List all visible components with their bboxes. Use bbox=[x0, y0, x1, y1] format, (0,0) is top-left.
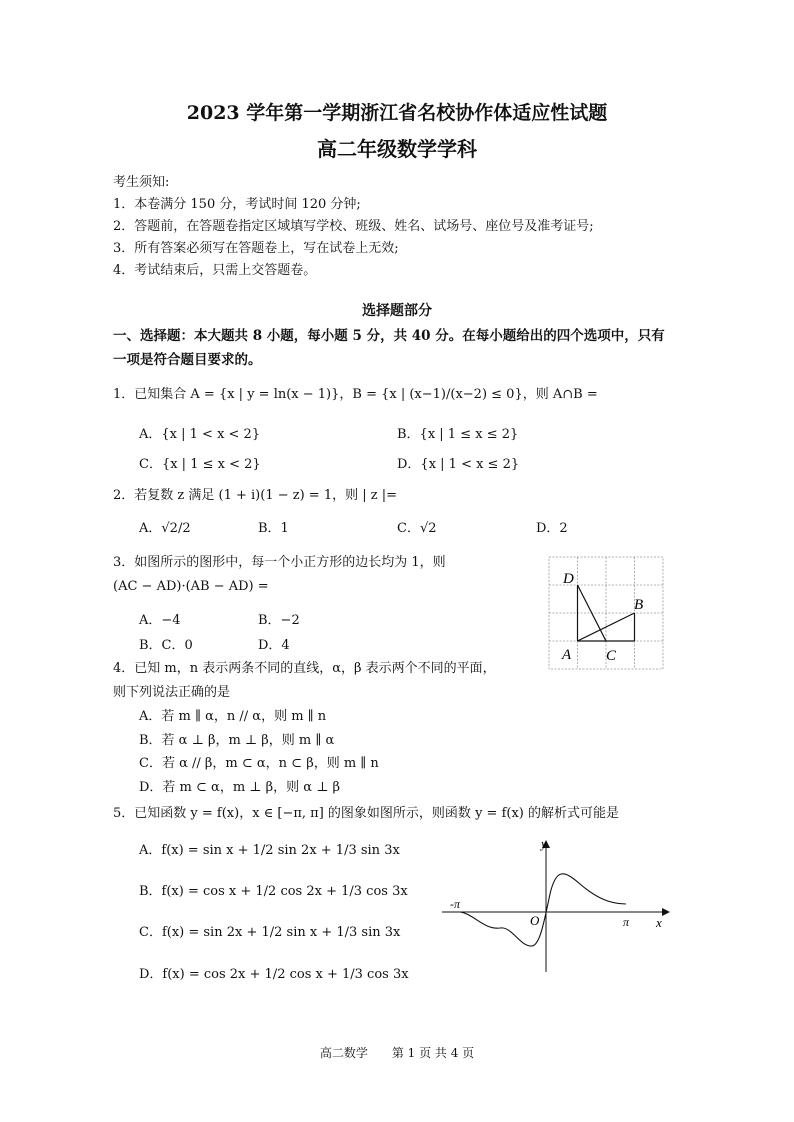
label-b: B bbox=[634, 597, 644, 613]
q4-option-b: B．若 α ⊥ β，m ⊥ β，则 m ∥ α bbox=[139, 733, 335, 748]
q4-option-a: A．若 m ∥ α，n // α，则 m ∥ n bbox=[139, 709, 327, 724]
q3-grid-figure bbox=[548, 556, 664, 670]
section-instruction-1: 一、选择题：本大题共 8 小题，每小题 5 分，共 40 分。在每小题给出的四个选项中，只有 bbox=[113, 328, 665, 344]
q1-option-b: B．{x | 1 ≤ x ≤ 2} bbox=[397, 427, 519, 442]
notice-item-2: 2．答题前，在答题卷指定区域填写学校、班级、姓名、试场号、座位号及准考证号; bbox=[113, 219, 594, 234]
label-d: D bbox=[563, 571, 574, 587]
notice-heading: 考生须知: bbox=[113, 175, 170, 190]
exam-subtitle: 高二年级数学学科 bbox=[317, 137, 477, 161]
y-label: y bbox=[541, 836, 547, 851]
q3-option-d: D．4 bbox=[258, 638, 290, 653]
q3-stem-line1: 3．如图所示的图形中，每一个小正方形的边长均为 1，则 bbox=[113, 555, 446, 570]
section-title: 选择题部分 bbox=[362, 303, 432, 319]
q1-option-d: D．{x | 1 < x ≤ 2} bbox=[397, 457, 520, 472]
notice-item-4: 4．考试结束后，只需上交答题卷。 bbox=[113, 263, 317, 278]
q2-option-b: B．1 bbox=[258, 521, 289, 536]
function-curve bbox=[460, 874, 626, 946]
origin-label: O bbox=[530, 913, 540, 928]
q5-stem: 5．已知函数 y = f(x)，x ∈ [−π, π] 的图象如图所示，则函数 y = f(x) 的解析式可能是 bbox=[113, 806, 619, 821]
q1-option-a: A．{x | 1 < x < 2} bbox=[139, 427, 261, 442]
notice-item-1: 1．本卷满分 150 分，考试时间 120 分钟; bbox=[113, 197, 361, 212]
q4-option-c: C．若 α // β，m ⊂ α，n ⊂ β，则 m ∥ n bbox=[139, 756, 379, 771]
q2-option-d: D．2 bbox=[536, 521, 568, 536]
pi-label: π bbox=[623, 915, 630, 929]
q3-option-a: A．−4 bbox=[139, 613, 181, 628]
q2-stem: 2．若复数 z 满足 (1 + i)(1 − z) = 1，则 | z |= bbox=[113, 488, 397, 503]
exam-title: 2023 学年第一学期浙江省名校协作体适应性试题 bbox=[186, 102, 608, 124]
q4-stem-line2: 则下列说法正确的是 bbox=[113, 685, 231, 700]
q1-stem: 1．已知集合 A = {x | y = ln(x − 1)}，B = {x | (x−1)/(x−2) ≤ 0}，则 A∩B = bbox=[113, 387, 598, 402]
page-footer: 高二数学 第 1 页 共 4 页 bbox=[319, 1046, 475, 1060]
label-a: A bbox=[562, 647, 572, 663]
q5-function-graph bbox=[440, 832, 680, 980]
x-axis-arrow bbox=[662, 908, 670, 916]
notice-item-3: 3．所有答案必须写在答题卷上，写在试卷上无效; bbox=[113, 241, 399, 256]
q2-option-c: C．√2 bbox=[397, 521, 437, 536]
section-instruction-2: 一项是符合题目要求的。 bbox=[113, 352, 262, 368]
q5-option-a: A．f(x) = sin x + 1/2 sin 2x + 1/3 sin 3x bbox=[139, 843, 400, 858]
x-label: x bbox=[656, 915, 662, 930]
q1-option-c: C．{x | 1 ≤ x < 2} bbox=[139, 457, 261, 472]
q5-option-c: C．f(x) = sin 2x + 1/2 sin x + 1/3 sin 3x bbox=[139, 925, 401, 940]
q5-option-b: B．f(x) = cos x + 1/2 cos 2x + 1/3 cos 3x bbox=[139, 884, 408, 899]
q5-option-d: D．f(x) = cos 2x + 1/2 cos x + 1/3 cos 3x bbox=[139, 967, 409, 982]
q3-stem-line2: (AC − AD)·(AB − AD) = bbox=[113, 579, 269, 594]
q4-stem-line1: 4．已知 m，n 表示两条不同的直线，α，β 表示两个不同的平面， bbox=[113, 661, 496, 676]
label-c: C bbox=[606, 648, 617, 664]
q3-option-c: B．C．0 bbox=[139, 638, 193, 653]
q2-option-a: A．√2/2 bbox=[139, 521, 191, 536]
q4-option-d: D．若 m ⊂ α，m ⊥ β，则 α ⊥ β bbox=[139, 780, 341, 795]
q3-option-b: B．−2 bbox=[258, 613, 300, 628]
neg-pi-label: -π bbox=[450, 897, 461, 911]
